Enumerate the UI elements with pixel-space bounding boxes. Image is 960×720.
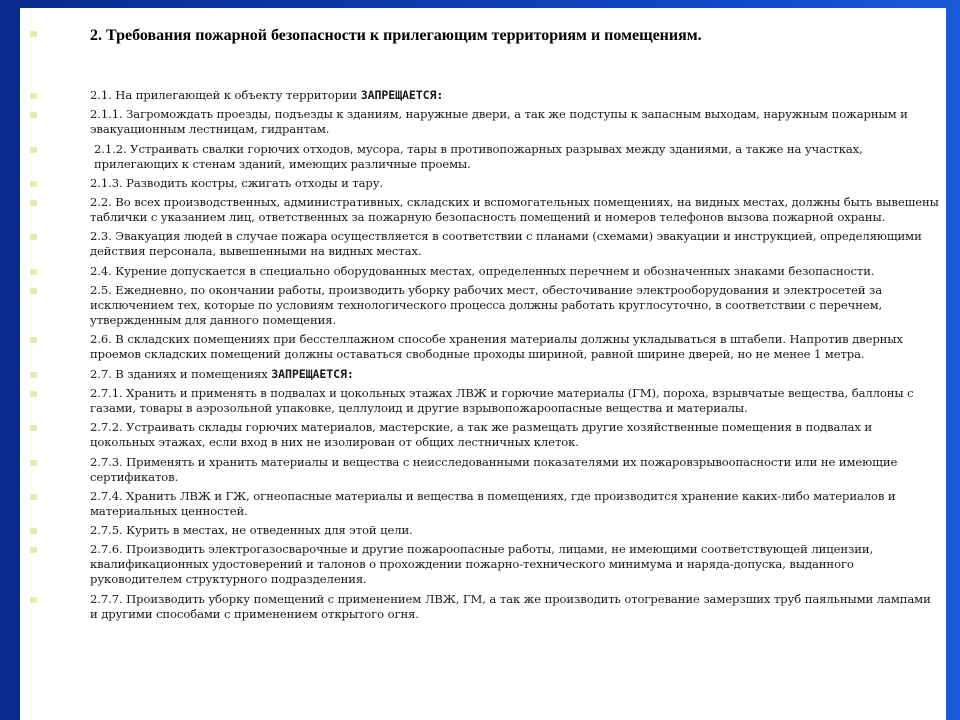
list-item	[90, 542, 940, 587]
page-title: 2. Требования пожарной безопасности к прилегающим территориям и помещениям.	[90, 27, 702, 44]
list-item	[90, 107, 940, 137]
list-item	[90, 195, 940, 225]
bullet-icon	[30, 269, 37, 275]
list-item-text: 2.7.5. Курить в местах, не отведенных для этой цели.	[90, 523, 413, 538]
list-item-text: 2.1.2. Устраивать свалки горючих отходов, мусора, тары в противопожарных разрывах между зданиями, а также на участках, прилегающих к стенам зданий, имеющих различные проемы.	[94, 141, 863, 171]
list-item	[90, 523, 940, 538]
bullet-icon	[30, 425, 37, 431]
list-item-text: 2.1.3. Разводить костры, сжигать отходы и тару.	[90, 175, 384, 190]
list-item-text: 2.7.2. Устраивать склады горючих материалов, мастерские, а так же размещать другие хозяйственные помещения в подвалах и цокольных этажах, если вход в них не изолирован от общих лестничных клеток.	[90, 420, 872, 450]
list-item-text: 2.3. Эвакуация людей в случае пожара осуществляется в соответствии с планами (схемами) эвакуации и инструкцией, определяющими действия персонала, вывешенными на видных местах.	[90, 229, 922, 259]
list-item-emphasis: ЗАПРЕЩАЕТСЯ:	[271, 366, 354, 381]
bullet-icon	[30, 337, 37, 343]
list-item-emphasis: ЗАПРЕЩАЕТСЯ:	[360, 88, 444, 102]
list-item-text: 2.7.4. Хранить ЛВЖ и ГЖ, огнеопасные материалы и вещества в помещениях, где производится хранение каких-либо материалов и материальных ценностей.	[90, 488, 896, 518]
list-item	[90, 489, 940, 519]
bullet-icon	[30, 234, 37, 240]
list-item-text: 2.2. Во всех производственных, административных, складских и вспомогательных помещениях, на видных местах, должны быть вывешены таблички с указанием лиц, ответственных за пожарную безопасность помещений и номеров телефонов вызова пожарной охраны.	[90, 195, 939, 225]
list-item-text: 2.7.6. Производить электрогазосварочные и другие пожароопасные работы, лицами, не имеющими соответствующей лицензии, квалификационных удостоверений и талонов о прохождении пожарно-технического минимума и наряда-допуска, выданного руководителем структурного подразделения.	[90, 542, 874, 587]
list-item-text: 2.1.1. Загромождать проезды, подъезды к зданиям, наружные двери, а так же подступы к запасным выходам, наружным пожарным и эвакуационным лестницам, гидрантам.	[90, 107, 908, 137]
list-item	[90, 455, 940, 485]
list-item	[90, 332, 940, 362]
bullet-icon	[30, 547, 37, 553]
bullet-icon	[30, 460, 37, 466]
slide-page	[20, 8, 946, 720]
bullet-icon	[30, 200, 37, 206]
list-item-text: 2.5. Ежедневно, по окончании работы, производить уборку рабочих мест, обесточивание электрооборудования и электросетей за исключением тех, которые по условиям технологического процесса должны работать круглосуточно, в соответствии с перечнем, утвержденным для данного помещения.	[90, 283, 883, 328]
bullet-icon	[30, 391, 37, 397]
bullet-icon	[30, 31, 37, 37]
list-item	[90, 592, 940, 622]
list-item	[90, 229, 940, 259]
requirements-list	[90, 88, 940, 626]
list-item-text: 2.1. На прилегающей к объекту территории	[90, 88, 361, 102]
list-item	[90, 88, 940, 103]
list-item	[90, 142, 940, 172]
list-item-text: 2.7.3. Применять и хранить материалы и вещества с неисследованными показателями их пожаровзрывоопасности или не имеющие сертификатов.	[90, 454, 898, 484]
list-item-text: 2.7.1. Хранить и применять в подвалах и цокольных этажах ЛВЖ и горючие материалы (ГМ), пороха, взрывчатые вещества, баллоны с газами, товары в аэрозольной упаковке, целлулоид и другие взрывопожароопасные вещества и материалы.	[90, 385, 914, 415]
list-item	[90, 176, 940, 191]
list-item	[90, 386, 940, 416]
list-item-text: 2.7. В зданиях и помещениях	[90, 366, 272, 381]
bullet-icon	[30, 372, 37, 378]
list-item-text: 2.7.7. Производить уборку помещений с применением ЛВЖ, ГМ, а так же производить отогревание замерзших труб паяльными лампами и другими способами с применением открытого огня.	[90, 591, 931, 621]
list-item	[90, 420, 940, 450]
list-item	[90, 264, 940, 279]
bullet-icon	[30, 528, 37, 534]
bullet-icon	[30, 494, 37, 500]
list-item	[90, 367, 940, 382]
bullet-icon	[30, 147, 37, 153]
list-item-text: 2.4. Курение допускается в специально оборудованных местах, определенных перечнем и обозначенных знаками безопасности.	[90, 263, 875, 278]
bullet-icon	[30, 288, 37, 294]
bullet-icon	[30, 181, 37, 187]
list-item	[90, 283, 940, 328]
list-item-text: 2.6. В складских помещениях при бесстеллажном способе хранения материалы должны укладываться в штабели. Напротив дверных проемов складских помещений должны оставаться свободные проходы шириной, равной ширине дверей, но не менее 1 метра.	[90, 332, 903, 362]
bullet-icon	[30, 112, 37, 118]
bullet-icon	[30, 93, 37, 99]
bullet-icon	[30, 597, 37, 603]
